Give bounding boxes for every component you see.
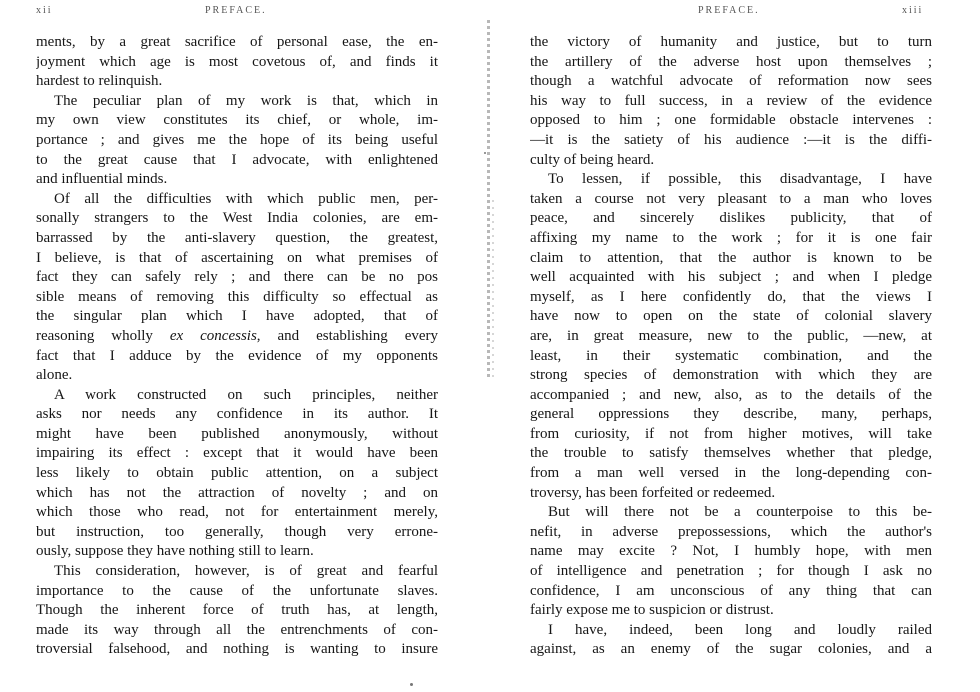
text-line: the artillery of the adverse host upon themselves ; [530, 53, 932, 70]
text-line: Though the inherent force of truth has, at length, [36, 602, 438, 619]
speck [410, 683, 413, 686]
latin-phrase: ex concessis [169, 327, 257, 344]
text-line: claim to attention, that the author is known to be [530, 249, 932, 266]
right-page [490, 0, 980, 692]
text-line: less likely to obtain public attention, on a subject [36, 465, 438, 482]
text-line: of intelligence and penetration ; for though I ask no [530, 563, 932, 580]
text-line: opposed to him ; one formidable obstacle intervenes : [530, 112, 932, 129]
text-line: troversy, has been forfeited or redeemed. [530, 484, 776, 501]
text-line: his way to full success, in a review of the evidence [530, 92, 932, 109]
text-line: myself, as I here confidently do, that the views I [530, 288, 932, 305]
speck [484, 152, 486, 154]
text-line: from a man well versed in the long-depending con- [530, 465, 932, 482]
text-line: least, in their systematic combination, and the [530, 347, 932, 364]
text-line: the singular plan which I have adopted, that of [36, 308, 438, 325]
text-line: general oppressions they describe, many, perhaps, [530, 406, 932, 423]
text-line: to the great cause that I advocate, with enlightened [36, 151, 438, 168]
text-line: against, as an enemy of the sugar colonies, and a [530, 641, 932, 658]
text-line: have now to open on the state of colonial slavery [530, 308, 932, 325]
text-line: troversial falsehood, and nothing is wanting to insure [36, 641, 438, 658]
text-line: impairing its effect : except that it would have been [36, 445, 438, 462]
text-line: might have been published anonymously, without [36, 425, 438, 442]
text-line: but instruction, too generally, though very errone- [36, 523, 438, 540]
text-line: peace, and sincerely dislikes publicity, that of [530, 210, 932, 227]
text-line: fairly expose me to suspicion or distrust. [530, 602, 774, 619]
text-line: —it is the satiety of his audience :—it is the diffi- [530, 131, 932, 148]
text-line: hardest to relinquish. [36, 73, 163, 90]
text-line: name may excite ? Not, I humbly hope, with men [530, 543, 932, 560]
text-line: To lessen, if possible, this disadvantage, I have [548, 171, 932, 188]
text-line: sonally strangers to the West India colonies, are em- [36, 210, 438, 227]
text-line: though a watchful advocate of reformation now sees [530, 73, 932, 90]
text-line: fact they can safely rely ; and there can be no pos [36, 269, 438, 286]
text-line: culty of being heard. [530, 151, 655, 168]
text-line: the victory of humanity and justice, but to turn [530, 34, 932, 50]
text-line: ously, suppose they have nothing still to learn. [36, 543, 314, 560]
text-line: nefit, in adverse prepossessions, which the author's [530, 523, 932, 540]
text-line: importance to the cause of the unfortunate slaves. [36, 582, 438, 599]
text-line: I have, indeed, been long and loudly railed [548, 621, 932, 638]
text-line: accompanied ; and new, also, as to the details of the [530, 386, 932, 403]
text-line: well acquainted with his subject ; and when I pledge [530, 269, 932, 286]
text-line: I believe, is that of ascertaining on what premises of [36, 249, 438, 266]
text-line: from curiosity, if not from higher motives, will take [530, 425, 932, 442]
text-line: my own view constitutes its chief, or whole, im- [36, 112, 438, 129]
left-page-number: xii [36, 5, 53, 16]
text-line: taken a course not very pleasant to a man who loves [530, 190, 932, 207]
text-line: affixing my name to the work ; for it is one fair [530, 229, 932, 246]
text-line: strong species of demonstration with which they are [530, 367, 932, 384]
text-line: A work constructed on such principles, neither [54, 386, 438, 403]
text-line: portance ; and gives me the hope of its being useful [36, 131, 438, 148]
left-running-head: PREFACE. [205, 5, 267, 16]
text-line: barrassed by the anti-slavery question, the greatest, [36, 229, 438, 246]
text-line: ments, by a great sacrifice of personal ease, the en- [36, 34, 438, 50]
text-line: sible means of removing this difficulty so effectual as [36, 288, 438, 305]
text-line: the trouble to satisfy themselves whether that pledge, [530, 445, 932, 462]
text-line: which has not the attraction of novelty ; and on [36, 484, 438, 501]
text-line: But will there not be a counterpoise to this be- [548, 504, 932, 521]
text-line: Of all the difficulties with which public men, per- [54, 190, 438, 207]
text-line: are, in great measure, new to the public, —new, at [530, 327, 932, 344]
text-line: reasoning wholly ex concessis, and establishing every [36, 327, 438, 344]
text-line: The peculiar plan of my work is that, which in [54, 92, 438, 109]
text-line: alone. [36, 367, 73, 384]
right-page-number: xiii [902, 5, 924, 16]
text-line: which those who read, not for entertainment merely, [36, 504, 438, 521]
right-running-head: PREFACE. [698, 5, 760, 16]
text-line: fact that I adduce by the evidence of my opponents [36, 347, 438, 364]
text-line: confidence, I am unconscious of any thing that can [530, 582, 932, 599]
left-page-text [36, 33, 438, 660]
text-line: asks nor needs any confidence in its author. It [36, 406, 438, 423]
right-page-text [530, 33, 932, 660]
text-line: joyment which age is most covetous of, and finds it [36, 53, 438, 70]
text-line: This consideration, however, is of great and fearful [54, 563, 438, 580]
text-line: made its way through all the entrenchments of con- [36, 621, 438, 638]
text-line: and influential minds. [36, 171, 168, 188]
